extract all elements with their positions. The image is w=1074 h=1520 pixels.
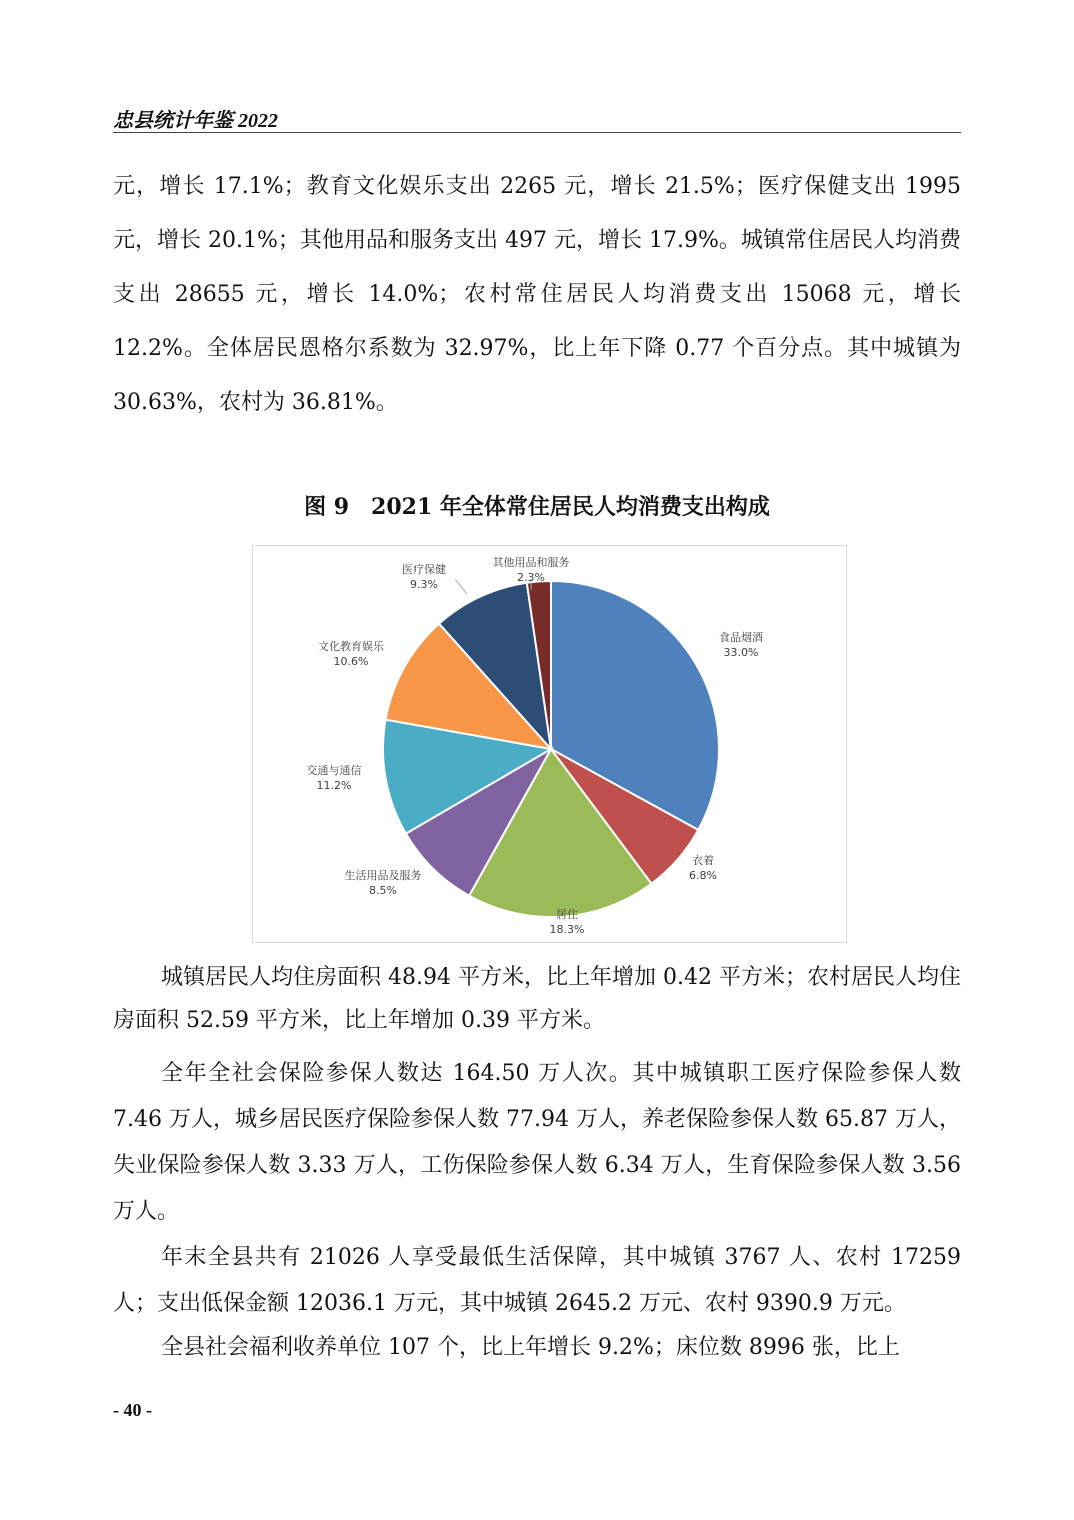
paragraph-subsistence: 年末全县共有 21026 人享受最低生活保障，其中城镇 3767 人、农村 17259 人；支出低保金额 12036.1 万元，其中城镇 2645.2 万元、农村 9390.9 万元。 xyxy=(113,1245,961,1316)
slice-value-label: 10.6% xyxy=(333,655,369,668)
slice-label: 居住 xyxy=(556,908,578,921)
header-divider xyxy=(113,132,961,133)
slice-value-label: 9.3% xyxy=(410,578,438,591)
paragraph-consumption: 元，增长 17.1%；教育文化娱乐支出 2265 元，增长 21.5%；医疗保健支出 1995 元，增长 20.1%；其他用品和服务支出 497 元，增长 17.9%。城镇常住居民人均消费支出 28655 元，增长 14.0%；农村常住居民人均消费支出 15068 元，增长 12.2%。全体居民恩格尔系数为 32.97%，比上年下降 0.77 个百分点。其中城镇为 30.63%，农村为 36.81%。 xyxy=(113,174,961,415)
pie-chart-frame xyxy=(252,545,847,943)
slice-label: 衣着 xyxy=(692,854,714,867)
slice-value-label: 18.3% xyxy=(549,923,585,936)
slice-value-label: 33.0% xyxy=(723,646,759,659)
running-header: 忠县统计年鉴 2022 xyxy=(113,110,278,132)
slice-label: 食品烟酒 xyxy=(719,631,763,644)
page-number: - 40 - xyxy=(113,1400,152,1420)
slice-value-label: 11.2% xyxy=(316,779,352,792)
paragraph-housing: 城镇居民人均住房面积 48.94 平方米，比上年增加 0.42 平方米；农村居民人均住房面积 52.59 平方米，比上年增加 0.39 平方米。 xyxy=(113,965,961,1033)
figure-title: 图 9 2021 年全体常住居民人均消费支出构成 xyxy=(304,494,770,520)
slice-value-label: 8.5% xyxy=(369,884,397,897)
slice-label: 文化教育娱乐 xyxy=(318,640,384,653)
slice-label: 医疗保健 xyxy=(402,563,446,576)
slice-label: 交通与通信 xyxy=(306,764,362,777)
paragraph-welfare: 全县社会福利收养单位 107 个，比上年增长 9.2%；床位数 8996 张，比上 xyxy=(161,1335,900,1360)
slice-value-label: 6.8% xyxy=(689,869,717,882)
slice-label: 其他用品和服务 xyxy=(492,556,570,569)
pie-chart xyxy=(253,546,848,944)
paragraph-insurance: 全年全社会保险参保人数达 164.50 万人次。其中城镇职工医疗保险参保人数 7.46 万人，城乡居民医疗保险参保人数 77.94 万人，养老保险参保人数 65.87 万人，失业保险参保人数 3.33 万人，工伤保险参保人数 6.34 万人，生育保险参保人数 3.56 万人。 xyxy=(113,1061,961,1224)
leader-line xyxy=(455,579,467,594)
slice-label: 生活用品及服务 xyxy=(344,869,422,882)
slice-value-label: 2.3% xyxy=(517,571,545,584)
